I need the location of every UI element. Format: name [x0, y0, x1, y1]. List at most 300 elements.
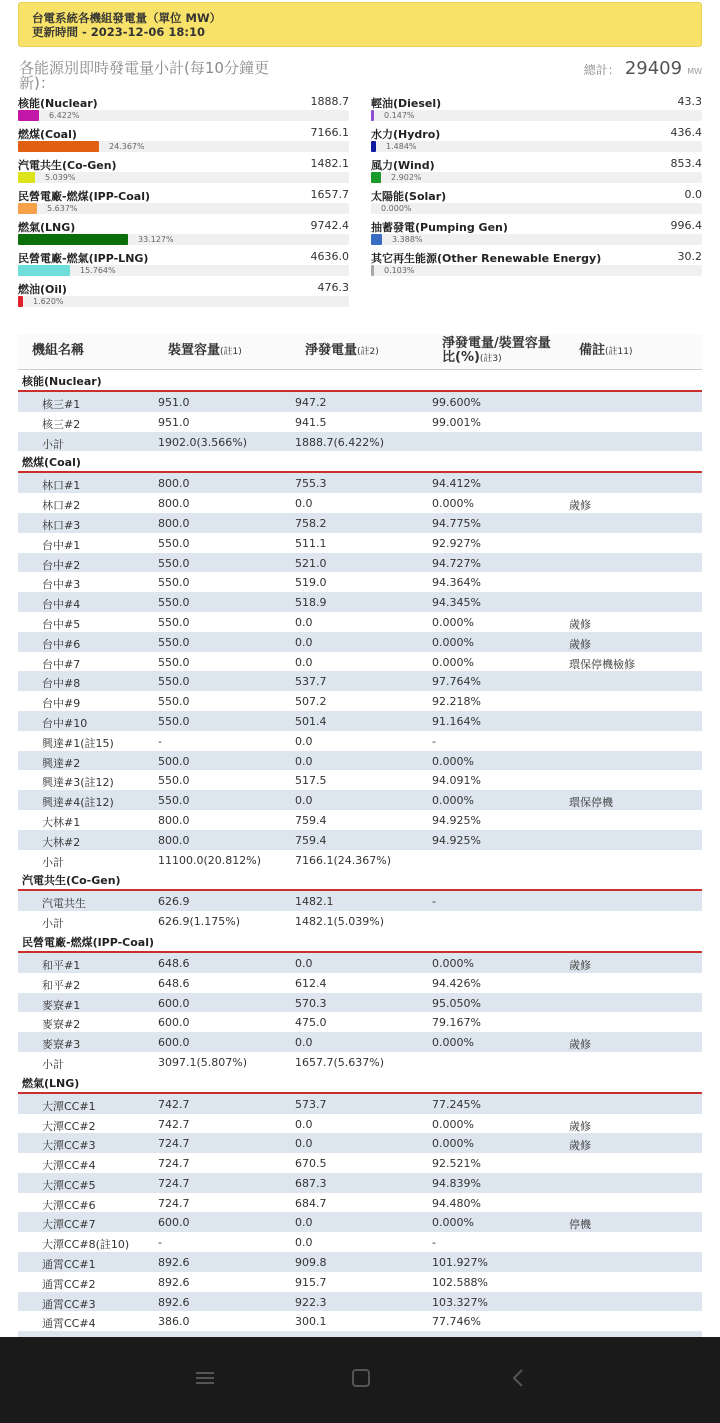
ratio-cell: 92.521%	[432, 1157, 481, 1171]
capacity-cell: 550.0	[158, 536, 190, 550]
net-cell: 670.5	[295, 1157, 327, 1171]
unit-name-cell: 通霄CC#1	[42, 1258, 96, 1272]
unit-name-cell: 台中#8	[42, 677, 81, 691]
table-row	[18, 711, 702, 731]
table-row	[18, 751, 702, 771]
capacity-cell: 800.0	[158, 833, 190, 847]
unit-name-cell: 林口#1	[42, 479, 81, 493]
unit-name-cell: 興達#1(註15)	[42, 736, 114, 750]
energy-progress-bar	[18, 296, 23, 307]
energy-source-value: 4636.0	[310, 250, 349, 263]
unit-name-cell: 興達#2	[42, 756, 81, 770]
header-capacity[interactable]	[168, 344, 242, 359]
energy-source-item	[18, 126, 349, 157]
capacity-cell: 892.6	[158, 1256, 190, 1270]
net-cell: 521.0	[295, 556, 327, 570]
group-header	[18, 370, 702, 392]
energy-progress-track	[18, 110, 349, 121]
remark-cell: 歲修	[569, 1119, 591, 1133]
remark-cell: 環保停機檢修	[569, 657, 635, 671]
unit-name-cell: 大潭CC#2	[42, 1119, 96, 1133]
unit-name-cell: 大潭CC#3	[42, 1139, 96, 1153]
ratio-cell: 0.000%	[432, 615, 474, 629]
net-cell: 501.4	[295, 714, 327, 728]
net-cell: 0.0	[295, 655, 313, 669]
energy-source-percent: 3.388%	[392, 235, 423, 244]
table-row	[18, 392, 702, 412]
ratio-cell: 94.091%	[432, 774, 481, 788]
energy-source-item	[371, 188, 702, 219]
capacity-cell: 550.0	[158, 655, 190, 669]
energy-source-percent: 1.484%	[386, 142, 417, 151]
unit-name-cell: 麥寮#2	[42, 1018, 81, 1032]
ratio-cell: 0.000%	[432, 1137, 474, 1151]
energy-source-name: 燃氣(LNG)	[18, 221, 76, 234]
table-row	[18, 592, 702, 612]
energy-source-percent: 2.902%	[391, 173, 422, 182]
net-cell: 517.5	[295, 774, 327, 788]
capacity-cell: 550.0	[158, 576, 190, 590]
unit-name-cell: 台中#7	[42, 657, 81, 671]
header-remark[interactable]	[579, 344, 633, 359]
net-cell: 0.0	[295, 734, 313, 748]
net-cell: 755.3	[295, 477, 327, 491]
group-header	[18, 451, 702, 473]
energy-progress-bar	[371, 110, 374, 121]
ratio-cell: 95.050%	[432, 996, 481, 1010]
group-title: 燃煤(Coal)	[22, 456, 81, 470]
remark-cell: 歲修	[569, 1038, 591, 1052]
energy-progress-track	[18, 296, 349, 307]
energy-source-percent: 5.637%	[47, 204, 78, 213]
net-cell: 941.5	[295, 415, 327, 429]
menu-icon[interactable]	[194, 1367, 216, 1389]
net-cell: 759.4	[295, 813, 327, 827]
unit-name-cell: 和平#2	[42, 978, 81, 992]
energy-source-item	[18, 95, 349, 126]
net-cell: 0.0	[295, 956, 313, 970]
capacity-cell: 742.7	[158, 1097, 190, 1111]
ratio-cell: 94.364%	[432, 576, 481, 590]
capacity-cell: 550.0	[158, 794, 190, 808]
header-capacity-label: 裝置容量	[168, 343, 221, 358]
table-row	[18, 671, 702, 691]
unit-name-cell: 林口#2	[42, 499, 81, 513]
net-cell: 915.7	[295, 1275, 327, 1289]
ratio-cell: 94.412%	[432, 477, 481, 491]
energy-source-name: 太陽能(Solar)	[371, 190, 447, 203]
total-label: 總計：	[583, 63, 620, 77]
energy-source-name: 抽蓄發電(Pumping Gen)	[371, 221, 508, 234]
energy-source-value: 1888.7	[310, 95, 349, 108]
energy-source-name: 水力(Hydro)	[371, 128, 441, 141]
capacity-cell: 892.6	[158, 1295, 190, 1309]
net-cell: 0.0	[295, 635, 313, 649]
net-cell: 573.7	[295, 1097, 327, 1111]
total-unit: MW	[687, 67, 702, 76]
energy-source-item	[18, 188, 349, 219]
net-cell: 759.4	[295, 833, 327, 847]
unit-name-cell: 台中#6	[42, 637, 81, 651]
header-net[interactable]	[305, 344, 379, 359]
capacity-cell: 800.0	[158, 497, 190, 511]
energy-source-percent: 6.422%	[49, 111, 80, 120]
unit-name-cell: 大潭CC#7	[42, 1218, 96, 1232]
capacity-cell: 800.0	[158, 516, 190, 530]
net-cell: 518.9	[295, 596, 327, 610]
capacity-cell: 800.0	[158, 477, 190, 491]
unit-name-cell: 興達#4(註12)	[42, 796, 114, 810]
header-net-note: (註2)	[357, 347, 379, 357]
energy-progress-track	[371, 265, 702, 276]
energy-source-value: 1482.1	[310, 157, 349, 170]
unit-name-cell: 通霄CC#2	[42, 1277, 96, 1291]
unit-name-cell: 大潭CC#8(註10)	[42, 1238, 130, 1252]
energy-progress-track	[18, 172, 349, 183]
energy-source-percent: 0.103%	[384, 266, 415, 275]
ratio-cell: 99.001%	[432, 415, 481, 429]
energy-source-value: 1657.7	[310, 188, 349, 201]
capacity-cell: 724.7	[158, 1196, 190, 1210]
capacity-cell: 550.0	[158, 556, 190, 570]
energy-progress-track	[371, 110, 702, 121]
net-cell: 684.7	[295, 1196, 327, 1210]
energy-source-name: 燃煤(Coal)	[18, 128, 77, 141]
table-row	[18, 1252, 702, 1272]
energy-source-percent: 15.764%	[80, 266, 116, 275]
table-row	[18, 572, 702, 592]
table-row	[18, 432, 702, 452]
unit-name-cell: 大潭CC#5	[42, 1178, 96, 1192]
net-cell: 0.0	[295, 1236, 313, 1250]
net-cell: 507.2	[295, 695, 327, 709]
page-title: 台電系統各機組發電量（單位 MW）	[32, 11, 222, 25]
unit-name-cell: 台中#10	[42, 716, 88, 730]
energy-source-name: 民營電廠-燃煤(IPP-Coal)	[18, 190, 151, 203]
unit-name-cell: 核三#1	[42, 398, 81, 411]
net-cell: 537.7	[295, 675, 327, 689]
capacity-cell: 550.0	[158, 596, 190, 610]
capacity-cell: 550.0	[158, 615, 190, 629]
ratio-cell: 94.426%	[432, 976, 481, 990]
energy-source-value: 996.4	[670, 219, 702, 232]
ratio-cell: 0.000%	[432, 794, 474, 808]
capacity-cell: 724.7	[158, 1137, 190, 1151]
energy-source-name: 民營電廠-燃氣(IPP-LNG)	[18, 252, 149, 265]
capacity-cell: 600.0	[158, 996, 190, 1010]
unit-name-cell: 台中#5	[42, 617, 81, 631]
capacity-cell: 550.0	[158, 695, 190, 709]
header-capacity-note: (註1)	[220, 347, 242, 357]
group-header	[18, 931, 702, 953]
ratio-cell: 94.345%	[432, 596, 481, 610]
header-ratio-line2: 比(%)	[442, 350, 480, 365]
table-row	[18, 830, 702, 850]
energy-source-name: 輕油(Diesel)	[371, 97, 442, 110]
unit-name-cell: 小計	[42, 917, 64, 931]
energy-source-percent: 33.127%	[138, 235, 174, 244]
table-row	[18, 790, 702, 810]
table-row	[18, 1173, 702, 1193]
unit-name-cell: 大潭CC#1	[42, 1099, 96, 1113]
unit-name-cell: 麥寮#1	[42, 998, 81, 1012]
capacity-cell: 626.9(1.175%)	[158, 915, 241, 929]
ratio-cell: 0.000%	[432, 956, 474, 970]
net-cell: 0.0	[295, 1117, 313, 1131]
net-cell: 947.2	[295, 396, 327, 409]
header-remark-label: 備註	[579, 343, 606, 358]
net-cell: 1888.7(6.422%)	[295, 435, 385, 449]
ratio-cell: 92.927%	[432, 536, 481, 550]
summary-title: 各能源別即時發電量小計(每10分鐘更新)：	[19, 59, 269, 92]
unit-name-cell: 大潭CC#6	[42, 1198, 96, 1212]
energy-source-value: 43.3	[677, 95, 702, 108]
energy-source-value: 476.3	[317, 281, 349, 294]
net-cell: 0.0	[295, 754, 313, 768]
table-row	[18, 612, 702, 632]
table-row	[18, 1292, 702, 1312]
header-name[interactable]: 機組名稱	[32, 343, 85, 358]
home-icon[interactable]	[350, 1367, 372, 1389]
android-nav-bar	[0, 1337, 720, 1423]
ratio-cell: 94.839%	[432, 1176, 481, 1190]
header-ratio[interactable]	[442, 337, 551, 366]
table-row	[18, 412, 702, 432]
unit-name-cell: 大林#2	[42, 835, 81, 849]
unit-name-cell: 台中#4	[42, 598, 81, 612]
energy-source-percent: 0.147%	[384, 111, 415, 120]
ratio-cell: -	[432, 734, 436, 748]
table-row	[18, 1012, 702, 1032]
net-cell: 570.3	[295, 996, 327, 1010]
total-value: 29409	[624, 58, 683, 79]
energy-source-item	[18, 157, 349, 188]
remark-cell: 歲修	[569, 958, 591, 972]
table-row	[18, 1133, 702, 1153]
capacity-cell: 724.7	[158, 1176, 190, 1190]
energy-progress-track	[18, 265, 349, 276]
net-cell: 1657.7(5.637%)	[295, 1055, 385, 1069]
energy-source-value: 0.0	[684, 188, 702, 201]
capacity-cell: -	[158, 734, 162, 748]
energy-source-name: 風力(Wind)	[371, 159, 435, 172]
ratio-cell: 94.925%	[432, 833, 481, 847]
remark-cell: 環保停機	[569, 796, 613, 810]
table-row	[18, 810, 702, 830]
energy-progress-track	[18, 141, 349, 152]
header-remark-note: (註11)	[605, 347, 633, 357]
table-row	[18, 1094, 702, 1114]
capacity-cell: 550.0	[158, 714, 190, 728]
ratio-cell: 0.000%	[432, 635, 474, 649]
table-header	[18, 334, 702, 370]
capacity-cell: 892.6	[158, 1275, 190, 1289]
table-row	[18, 891, 702, 911]
net-cell: 1482.1(5.039%)	[295, 915, 385, 929]
table-row	[18, 513, 702, 533]
capacity-cell: 600.0	[158, 1016, 190, 1030]
unit-name-cell: 通霄CC#3	[42, 1297, 96, 1311]
ratio-cell: 0.000%	[432, 497, 474, 511]
energy-source-item	[371, 219, 702, 250]
energy-source-item	[18, 281, 349, 312]
ratio-cell: 77.746%	[432, 1315, 481, 1329]
capacity-cell: 724.7	[158, 1157, 190, 1171]
energy-source-value: 7166.1	[310, 126, 349, 139]
capacity-cell: 600.0	[158, 1036, 190, 1050]
energy-progress-bar	[18, 234, 128, 245]
ratio-cell: 0.000%	[432, 1036, 474, 1050]
energy-progress-bar	[18, 141, 99, 152]
table-row	[18, 1272, 702, 1292]
net-cell: 475.0	[295, 1016, 327, 1030]
capacity-cell: -	[158, 1236, 162, 1250]
ratio-cell: 0.000%	[432, 1216, 474, 1230]
table-row	[18, 1114, 702, 1134]
capacity-cell: 500.0	[158, 754, 190, 768]
table-body	[18, 370, 702, 1351]
net-cell: 0.0	[295, 615, 313, 629]
header-ratio-note: (註3)	[479, 354, 502, 364]
energy-progress-track	[371, 172, 702, 183]
table-row	[18, 953, 702, 973]
table-row	[18, 911, 702, 931]
ratio-cell: -	[432, 895, 436, 909]
energy-progress-bar	[18, 265, 70, 276]
unit-name-cell: 小計	[42, 855, 64, 869]
energy-source-value: 9742.4	[310, 219, 349, 232]
capacity-cell: 626.9	[158, 895, 190, 909]
table-row	[18, 1153, 702, 1173]
energy-progress-bar	[18, 110, 39, 121]
net-cell: 922.3	[295, 1295, 327, 1309]
ratio-cell: 0.000%	[432, 754, 474, 768]
energy-source-item	[371, 126, 702, 157]
energy-source-name: 其它再生能源(Other Renewable Energy)	[371, 252, 602, 265]
ratio-cell: 94.480%	[432, 1196, 481, 1210]
table-row	[18, 493, 702, 513]
unit-name-cell: 興達#3(註12)	[42, 776, 114, 790]
ratio-cell: 101.927%	[432, 1256, 488, 1270]
table-row	[18, 850, 702, 870]
unit-name-cell: 麥寮#3	[42, 1038, 81, 1052]
capacity-cell: 951.0	[158, 415, 190, 429]
remark-cell: 歲修	[569, 617, 591, 631]
net-cell: 909.8	[295, 1256, 327, 1270]
table-row	[18, 973, 702, 993]
ratio-cell: 77.245%	[432, 1097, 481, 1111]
table-row	[18, 652, 702, 672]
capacity-cell: 550.0	[158, 635, 190, 649]
energy-source-name: 燃油(Oil)	[18, 283, 67, 296]
energy-source-value: 30.2	[677, 250, 702, 263]
unit-name-cell: 大潭CC#4	[42, 1159, 96, 1173]
energy-source-name: 汽電共生(Co-Gen)	[18, 159, 117, 172]
energy-source-value: 436.4	[670, 126, 702, 139]
remark-cell: 停機	[569, 1218, 591, 1232]
net-cell: 758.2	[295, 516, 327, 530]
net-cell: 612.4	[295, 976, 327, 990]
ratio-cell: 0.000%	[432, 1117, 474, 1131]
ratio-cell: 97.764%	[432, 675, 481, 689]
ratio-cell: 94.925%	[432, 813, 481, 827]
ratio-cell: 92.218%	[432, 695, 481, 709]
group-header	[18, 869, 702, 891]
table-row	[18, 731, 702, 751]
generation-table	[18, 334, 702, 1351]
net-cell: 7166.1(24.367%)	[295, 853, 392, 867]
energy-progress-track	[18, 234, 349, 245]
energy-source-item	[371, 95, 702, 126]
ratio-cell: 102.588%	[432, 1275, 488, 1289]
energy-source-item	[18, 250, 349, 281]
ratio-cell: 94.727%	[432, 556, 481, 570]
table-row	[18, 1032, 702, 1052]
unit-name-cell: 台中#1	[42, 538, 81, 552]
energy-progress-bar	[18, 203, 37, 214]
table-row	[18, 473, 702, 493]
table-row	[18, 691, 702, 711]
remark-cell: 歲修	[569, 499, 591, 513]
unit-name-cell: 通霄CC#4	[42, 1317, 96, 1331]
unit-name-cell: 台中#3	[42, 578, 81, 592]
net-cell: 0.0	[295, 1137, 313, 1151]
table-row	[18, 1052, 702, 1072]
header-ratio-line1: 淨發電量/裝置容量	[442, 336, 551, 351]
energy-source-item	[371, 250, 702, 281]
table-row	[18, 632, 702, 652]
header-net-label: 淨發電量	[305, 343, 358, 358]
ratio-cell: 103.327%	[432, 1295, 488, 1309]
unit-name-cell: 汽電共生	[42, 897, 86, 911]
net-cell: 0.0	[295, 1216, 313, 1230]
energy-progress-bar	[371, 172, 381, 183]
unit-name-cell: 核三#2	[42, 417, 81, 431]
energy-source-item	[18, 219, 349, 250]
unit-name-cell: 大林#1	[42, 815, 81, 829]
energy-progress-track	[371, 234, 702, 245]
capacity-cell: 1902.0(3.566%)	[158, 435, 248, 449]
table-row	[18, 993, 702, 1013]
header-banner	[18, 2, 702, 47]
ratio-cell: 0.000%	[432, 655, 474, 669]
net-cell: 0.0	[295, 1036, 313, 1050]
energy-source-percent: 1.620%	[33, 297, 64, 306]
ratio-cell: 91.164%	[432, 714, 481, 728]
group-header	[18, 1072, 702, 1094]
capacity-cell: 550.0	[158, 675, 190, 689]
table-row	[18, 533, 702, 553]
net-cell: 687.3	[295, 1176, 327, 1190]
back-icon[interactable]	[508, 1367, 530, 1389]
energy-source-item	[371, 157, 702, 188]
ratio-cell: 94.775%	[432, 516, 481, 530]
ratio-cell: 79.167%	[432, 1016, 481, 1030]
capacity-cell: 742.7	[158, 1117, 190, 1131]
table-row	[18, 1232, 702, 1252]
capacity-cell: 550.0	[158, 774, 190, 788]
energy-progress-bar	[371, 234, 382, 245]
unit-name-cell: 台中#2	[42, 558, 81, 572]
capacity-cell: 386.0	[158, 1315, 190, 1329]
unit-name-cell: 小計	[42, 437, 64, 451]
table-row	[18, 553, 702, 573]
capacity-cell: 11100.0(20.812%)	[158, 853, 262, 867]
net-cell: 0.0	[295, 497, 313, 511]
group-title: 燃氣(LNG)	[22, 1076, 80, 1090]
group-title: 核能(Nuclear)	[22, 375, 102, 388]
group-title: 汽電共生(Co-Gen)	[22, 874, 121, 888]
